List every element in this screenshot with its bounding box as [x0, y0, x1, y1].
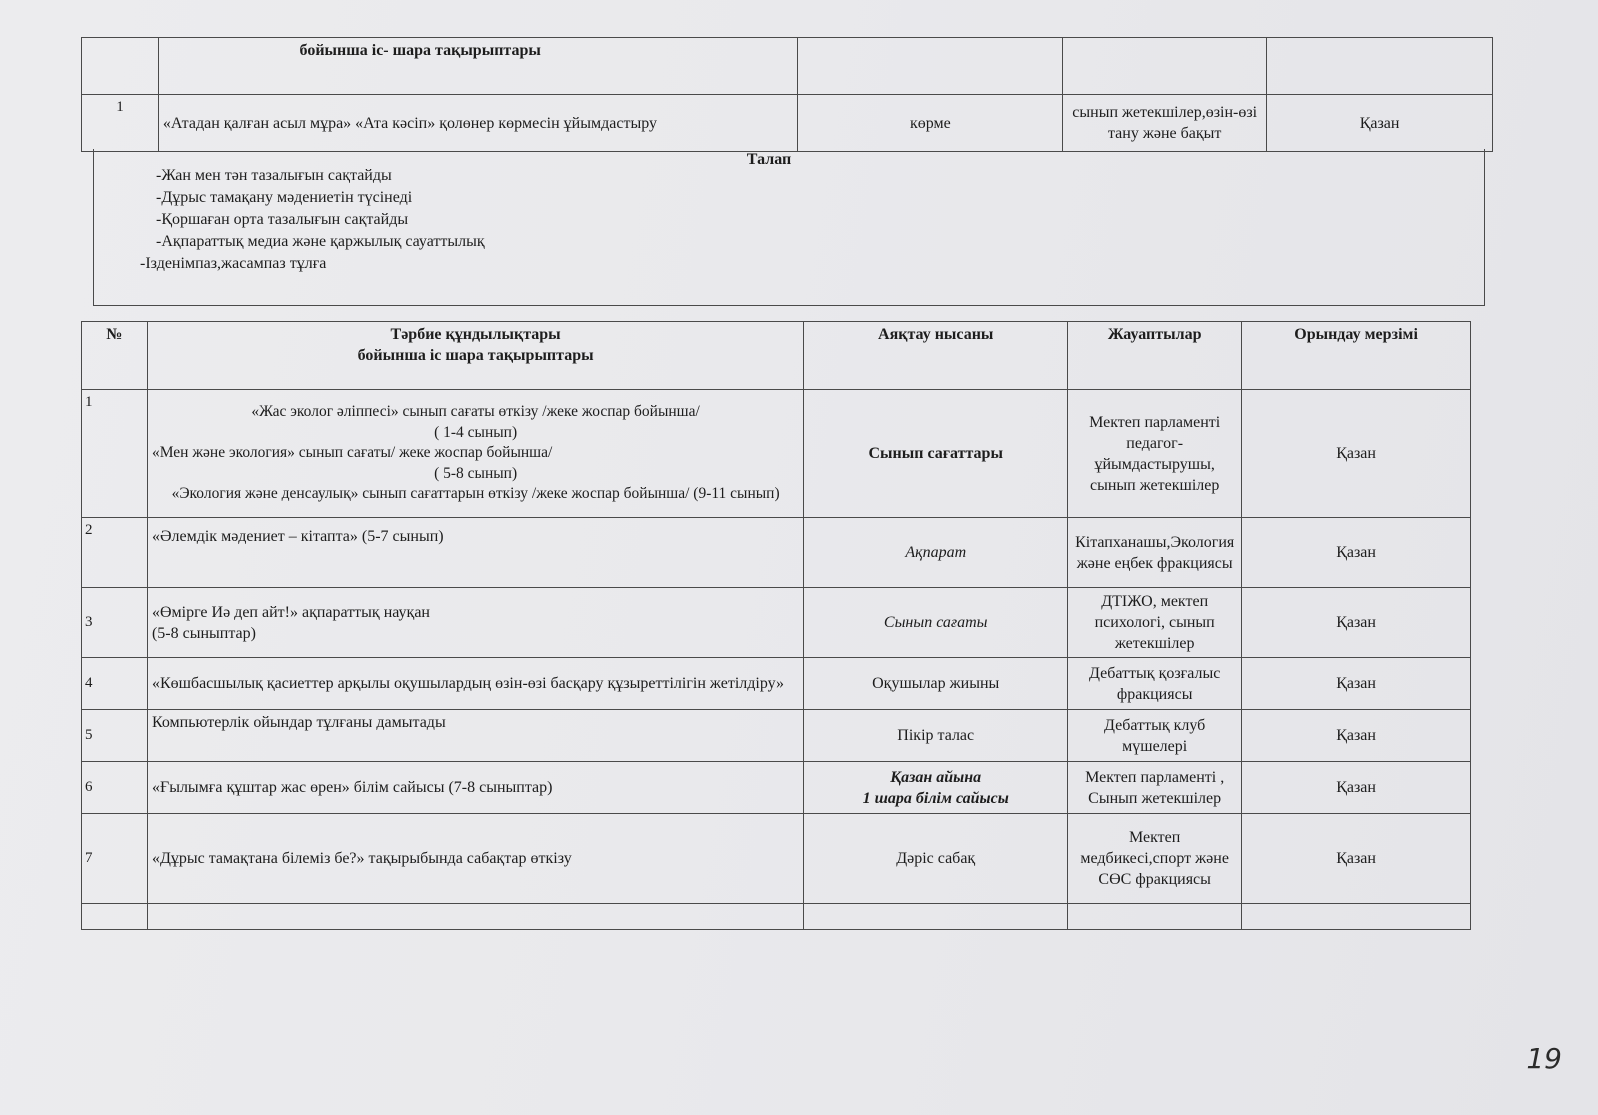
event-topic: [147, 588, 803, 658]
empty-cell: [804, 904, 1068, 930]
requirements-title: Талап: [746, 151, 792, 168]
completion-form: Ақпарат: [804, 518, 1068, 588]
deadline: Қазан: [1267, 95, 1493, 152]
row-number: 1: [82, 95, 159, 152]
top-header-topic: бойынша іс- шара тақырыптары: [158, 38, 798, 95]
topic-line: ( 5-8 сынып): [434, 464, 518, 482]
responsible: Кітапханашы,Экология және еңбек фракциясы: [1068, 518, 1242, 588]
row-number: 2: [82, 518, 148, 588]
table-row: [82, 710, 1471, 762]
responsible: Дебаттық қозғалыс фракциясы: [1068, 658, 1242, 710]
row-number: 4: [82, 658, 148, 710]
table-row: [82, 814, 1471, 904]
responsible: Мектеп парламенті , Сынып жетекшілер: [1068, 762, 1242, 814]
form-line: 1 шара білім сайысы: [862, 789, 1009, 807]
topic-line: (5-8 сыныптар): [151, 624, 256, 642]
top-table-row-1: [82, 95, 1493, 152]
table-row: [82, 658, 1471, 710]
deadline: Қазан: [1242, 390, 1471, 518]
header-topic: [147, 322, 803, 390]
top-header-deadline-cell: [1267, 38, 1493, 95]
header-form: Аяқтау нысаны: [804, 322, 1068, 390]
responsible: Мектеп медбикесі,спорт және СӨС фракциясы: [1068, 814, 1242, 904]
requirement-item: -Қоршаған орта тазалығын сақтайды: [156, 211, 409, 228]
event-topic: «Ғылымға құштар жас өрен» білім сайысы (7-8 сыныптар): [147, 762, 803, 814]
deadline: Қазан: [1242, 518, 1471, 588]
requirement-item: -Жан мен тән тазалығын сақтайды: [156, 167, 392, 184]
completion-form: Дәріс сабақ: [804, 814, 1068, 904]
table-row: [82, 588, 1471, 658]
header-topic-line2: бойынша іс шара тақырыптары: [357, 347, 594, 364]
event-topic: «Дұрыс тамақтана білеміз бе?» тақырыбында сабақтар өткізу: [147, 814, 803, 904]
completion-form: Сынып сағаты: [804, 588, 1068, 658]
deadline: Қазан: [1242, 588, 1471, 658]
event-topic: «Әлемдік мәдениет – кітапта» (5-7 сынып): [147, 518, 803, 588]
topic-line: ( 1-4 сынып): [434, 423, 518, 441]
top-header-form-cell: [798, 38, 1063, 95]
topic-line: «Экология және денсаулық» сынып сағаттарын өткізу /жеке жоспар бойынша/ (9-11 сынып): [171, 485, 780, 503]
responsible: сынып жетекшілер,өзін-өзі тану және бақыт: [1063, 95, 1267, 152]
event-topic: «Көшбасшылық қасиеттер арқылы оқушылардың өзін-өзі басқару құзыреттілігін жетілдіру»: [147, 658, 803, 710]
empty-cell: [147, 904, 803, 930]
page-number: 19: [1526, 1042, 1562, 1075]
event-topic: «Атадан қалған асыл мұра» «Ата кәсіп» қолөнер көрмесін ұйымдастыру: [158, 95, 798, 152]
form-line: Қазан айына: [890, 768, 982, 786]
requirements-box: [93, 149, 1485, 306]
topic-line: «Мен және экология» сынып сағаты/ жеке жоспар бойынша/: [151, 444, 553, 462]
deadline: Қазан: [1242, 710, 1471, 762]
row-number: 1: [82, 390, 148, 518]
event-topic: Компьютерлік ойындар тұлғаны дамытады: [147, 710, 803, 762]
top-header-responsible-cell: [1063, 38, 1267, 95]
main-table-header-row: [82, 322, 1471, 390]
responsible: Мектеп парламенті педагог-ұйымдастырушы, сынып жетекшілер: [1068, 390, 1242, 518]
top-header-num-cell: [82, 38, 159, 95]
requirements-list: [140, 165, 485, 275]
table-row-empty: [82, 904, 1471, 930]
header-topic-line1: Тәрбие құндылықтары: [390, 326, 561, 343]
completion-form: көрме: [798, 95, 1063, 152]
top-table: [81, 37, 1493, 152]
topic-line: «Жас эколог әліппесі» сынып сағаты өткізу /жеке жоспар бойынша/: [251, 403, 700, 421]
main-table: [81, 321, 1471, 930]
table-row: [82, 518, 1471, 588]
responsible: Дебаттық клуб мүшелері: [1068, 710, 1242, 762]
table-row: [82, 762, 1471, 814]
completion-form: Сынып сағаттары: [804, 390, 1068, 518]
row-number: 7: [82, 814, 148, 904]
empty-cell: [82, 904, 148, 930]
requirement-item: -Дұрыс тамақану мәдениетін түсінеді: [156, 189, 413, 206]
deadline: Қазан: [1242, 814, 1471, 904]
completion-form: Оқушылар жиыны: [804, 658, 1068, 710]
row-number: 3: [82, 588, 148, 658]
responsible: ДТІЖО, мектеп психологі, сынып жетекшілер: [1068, 588, 1242, 658]
requirement-item: -Ақпараттық медиа және қаржылық сауаттылық: [156, 233, 485, 250]
empty-cell: [1068, 904, 1242, 930]
row-number: 6: [82, 762, 148, 814]
empty-cell: [1242, 904, 1471, 930]
deadline: Қазан: [1242, 658, 1471, 710]
top-table-header-row: [82, 38, 1493, 95]
header-responsible: Жауаптылар: [1068, 322, 1242, 390]
requirement-item: -Ізденімпаз,жасампаз тұлға: [140, 255, 327, 272]
header-num: №: [82, 322, 148, 390]
deadline: Қазан: [1242, 762, 1471, 814]
table-row: [82, 390, 1471, 518]
event-topic: [147, 390, 803, 518]
completion-form: Пікір талас: [804, 710, 1068, 762]
topic-line: «Өмірге Иә деп айт!» ақпараттық науқан: [151, 603, 430, 621]
header-deadline: Орындау мерзімі: [1242, 322, 1471, 390]
row-number: 5: [82, 710, 148, 762]
completion-form: [804, 762, 1068, 814]
